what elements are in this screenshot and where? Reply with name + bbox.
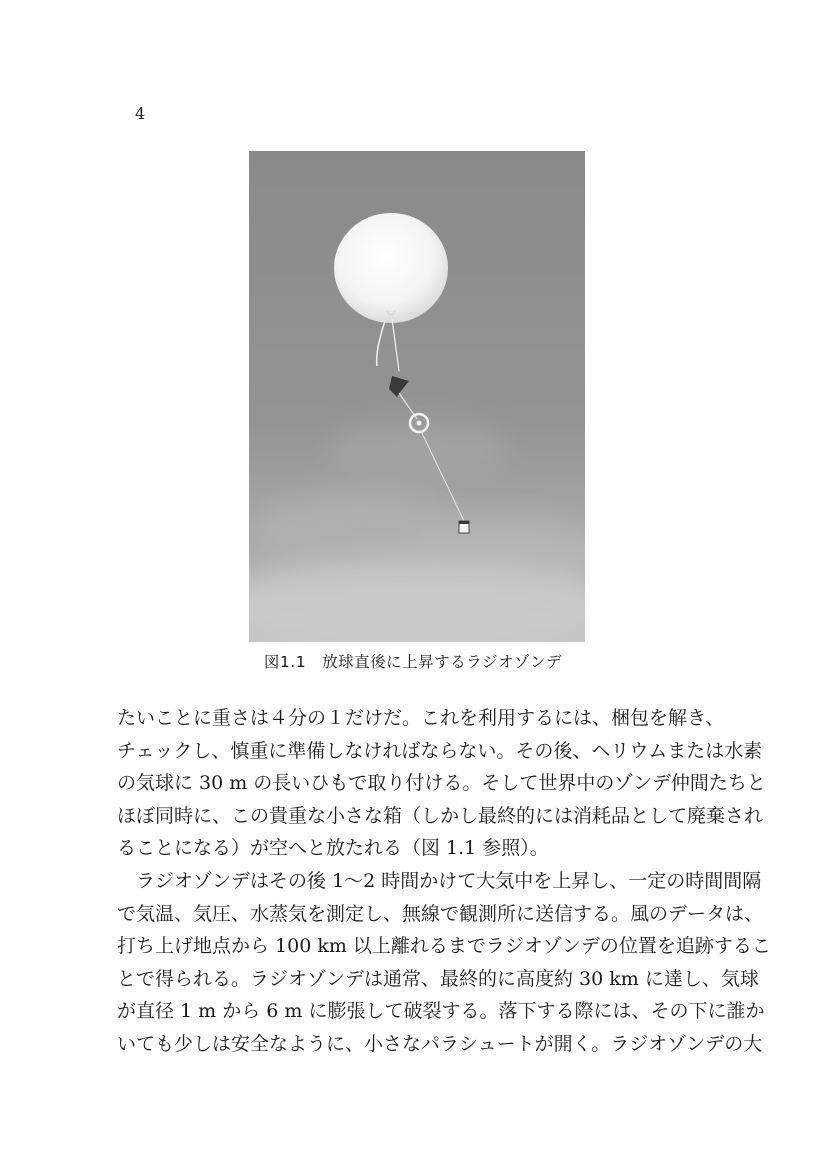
text-line: とで得られる。ラジオゾンデは通常、最終的に高度約 30 km に達し、気球 [117, 967, 759, 990]
balloon [334, 213, 448, 323]
text-line: が直径 1 m から 6 m に膨張して破裂する。落下する際には、その下に誰か [117, 1000, 765, 1023]
text-line: で気温、気圧、水蒸気を測定し、無線で観測所に送信する。風のデータは、 [117, 902, 764, 925]
text-line: チェックし、慎重に準備しなければならない。その後、ヘリウムまたは水素 [117, 739, 763, 762]
radiosonde-balloon-photo [249, 151, 585, 642]
figure-photo [249, 151, 585, 642]
figure-title: 放球直後に上昇するラジオゾンデ [322, 653, 563, 671]
text-line: ることになる）が空へと放たれる（図 1.1 参照）。 [117, 837, 549, 860]
text-line: ほぼ同時に、この貴重な小さな箱（しかし最終的には消耗品として廃棄され [117, 804, 764, 827]
text-line: たいことに重さは４分の１だけだ。これを利用するには、梱包を解き、 [117, 707, 725, 729]
text-line: いても少しは安全なように、小さなパラシュートが開く。ラジオゾンデの大 [117, 1032, 763, 1055]
text-line: 打ち上げ地点から 100 km 以上離れるまでラジオゾンデの位置を追跡するこ [117, 935, 771, 958]
figure-label: 図1.1 [263, 653, 307, 671]
text-line: の気球に 30 m の長いひもで取り付ける。そして世界中のゾンデ仲間たちと [117, 772, 766, 795]
page-number: 4 [135, 104, 146, 123]
body-text [117, 702, 771, 1061]
text-line: ラジオゾンデはその後 1〜2 時間かけて大気中を上昇し、一定の時間間隔 [117, 869, 762, 892]
figure-caption [0, 650, 826, 672]
